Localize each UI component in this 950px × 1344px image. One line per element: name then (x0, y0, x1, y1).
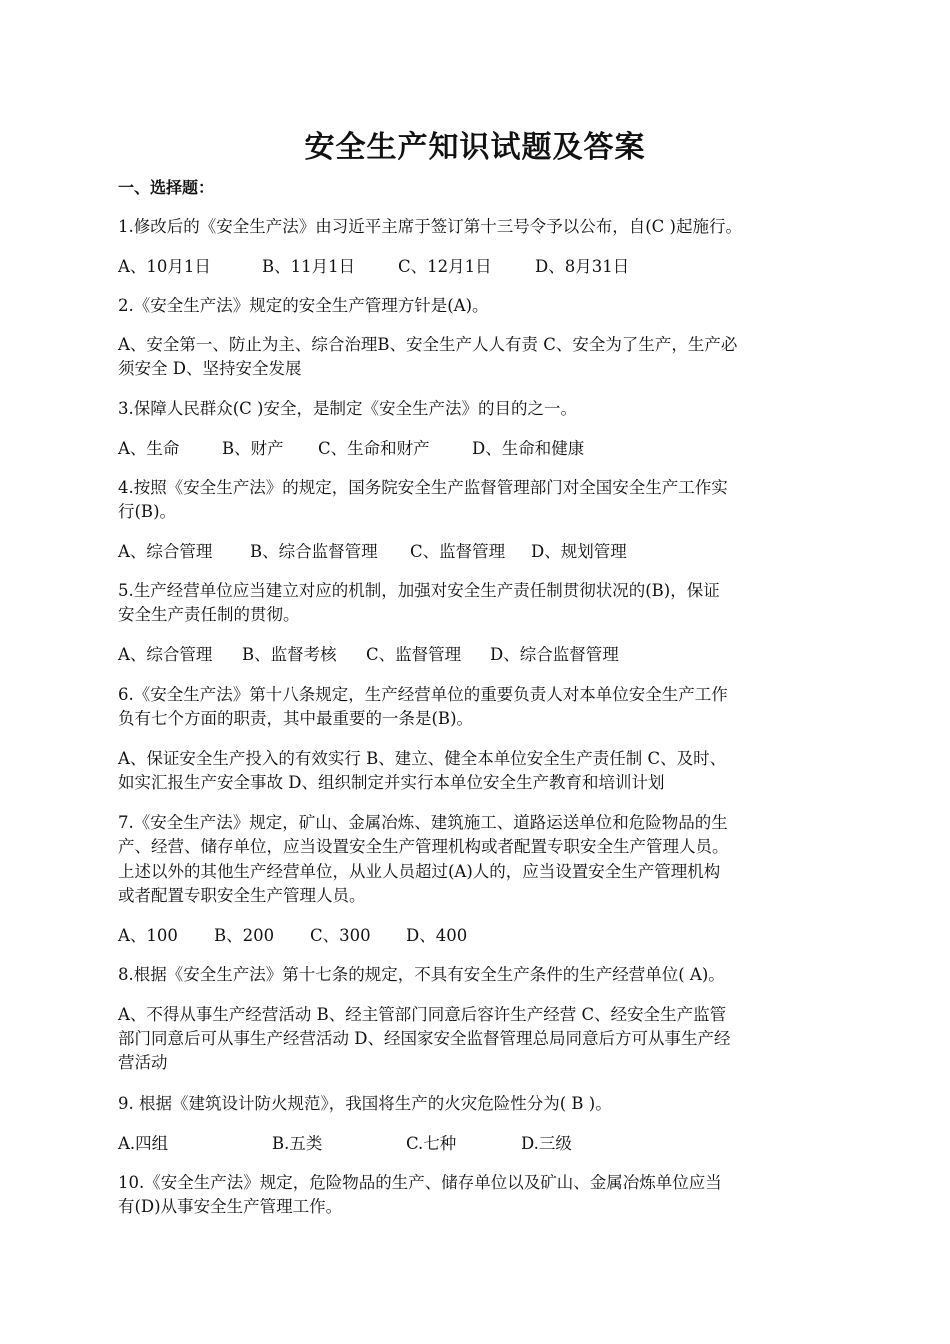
question-3-option-a: A、生命 (118, 439, 180, 458)
question-1-option-d: D、8月31日 (535, 257, 630, 276)
question-1-option-b: B、11月1日 (262, 257, 356, 276)
question-8-options-line-3: 营活动 (118, 1053, 168, 1072)
question-3-option-c: C、生命和财产 (318, 439, 430, 458)
section-heading: 一、选择题： (118, 178, 215, 197)
question-3-option-b: B、财产 (222, 439, 284, 458)
question-9-text: 9. 根据《建筑设计防火规范》，我国将生产的火灾危险性分为( B )。 (118, 1094, 612, 1113)
question-6-options-line-1: A、保证安全生产投入的有效实行 B、建立、健全本单位安全生产责任制 C、及时、 (118, 749, 727, 768)
question-7-text-line-2: 产、经营、储存单位，应当设置安全生产管理机构或者配置专职安全生产管理人员。 (118, 837, 729, 856)
question-7-option-c: C、300 (310, 926, 371, 945)
question-4-option-c: C、监督管理 (410, 542, 506, 561)
question-8-options-line-1: A、不得从事生产经营活动 B、经主管部门同意后容许生产经营 C、经安全生产监管 (118, 1005, 727, 1024)
question-10-text-line-2: 有(D)从事安全生产管理工作。 (118, 1197, 343, 1216)
question-7-option-d: D、400 (406, 926, 468, 945)
question-8-text: 8.根据《安全生产法》第十七条的规定，不具有安全生产条件的生产经营单位( A)。 (118, 965, 725, 984)
question-2-options-line-1: A、安全第一、防止为主、综合治理B、安全生产人人有责 C、安全为了生产，生产必 (118, 335, 738, 354)
question-7-text-line-1: 7.《安全生产法》规定，矿山、金属冶炼、建筑施工、道路运送单位和危险物品的生 (118, 813, 728, 832)
question-1-option-c: C、12月1日 (398, 257, 492, 276)
question-6-text-line-2: 负有七个方面的职责，其中最重要的一条是(B)。 (118, 709, 473, 728)
question-1-options (118, 254, 838, 280)
question-4-text-line-2: 行(B)。 (118, 502, 176, 521)
question-4-options (118, 539, 838, 565)
question-7-option-b: B、200 (214, 926, 275, 945)
question-2-options-line-2: 须安全 D、坚持安全发展 (118, 359, 302, 378)
question-5-options (118, 642, 838, 668)
document-title: 安全生产知识试题及答案 (304, 130, 646, 165)
question-5-text-line-1: 5.生产经营单位应当建立对应的机制，加强对安全生产责任制贯彻状况的(B)，保证 (118, 581, 720, 600)
question-2-text: 2.《安全生产法》规定的安全生产管理方针是(A)。 (118, 296, 489, 315)
question-7-option-a: A、100 (118, 926, 178, 945)
question-6-options-line-2: 如实汇报生产安全事故 D、组织制定并实行本单位安全生产教育和培训计划 (118, 773, 665, 792)
question-1-option-a: A、10月1日 (118, 257, 211, 276)
question-9-option-b: B.五类 (272, 1134, 323, 1153)
question-9-option-c: C.七种 (406, 1134, 457, 1153)
question-5-option-a: A、综合管理 (118, 645, 213, 664)
question-9-option-d: D.三级 (521, 1134, 572, 1153)
question-9-option-a: A.四组 (118, 1134, 169, 1153)
question-1-text: 1.修改后的《安全生产法》由习近平主席于签订第十三号令予以公布，自(C )起施行。 (118, 217, 742, 236)
question-7-text-line-4: 或者配置专职安全生产管理人员。 (118, 886, 366, 905)
question-5-option-b: B、监督考核 (242, 645, 337, 664)
question-6-text-line-1: 6.《安全生产法》第十八条规定，生产经营单位的重要负责人对本单位安全生产工作 (118, 685, 728, 704)
question-4-text-line-1: 4.按照《安全生产法》的规定，国务院安全生产监督管理部门对全国安全生产工作实 (118, 478, 728, 497)
question-5-option-c: C、监督管理 (366, 645, 462, 664)
question-4-option-a: A、综合管理 (118, 542, 213, 561)
question-5-text-line-2: 安全生产责任制的贯彻。 (118, 605, 300, 624)
question-3-text: 3.保障人民群众(C )安全，是制定《安全生产法》的目的之一。 (118, 399, 577, 418)
question-3-options (118, 436, 838, 462)
question-4-option-d: D、规划管理 (531, 542, 627, 561)
question-7-options (118, 923, 838, 949)
question-3-option-d: D、生命和健康 (472, 439, 585, 458)
question-5-option-d: D、综合监督管理 (490, 645, 619, 664)
question-9-options (118, 1131, 838, 1157)
question-7-text-line-3: 上述以外的其他生产经营单位，从业人员超过(A)人的，应当设置安全生产管理机构 (118, 862, 721, 881)
question-10-text-line-1: 10.《安全生产法》规定，危险物品的生产、储存单位以及矿山、金属冶炼单位应当 (118, 1173, 722, 1192)
question-8-options-line-2: 部门同意后可从事生产经营活动 D、经国家安全监督管理总局同意后方可从事生产经 (118, 1029, 731, 1048)
question-4-option-b: B、综合监督管理 (250, 542, 378, 561)
